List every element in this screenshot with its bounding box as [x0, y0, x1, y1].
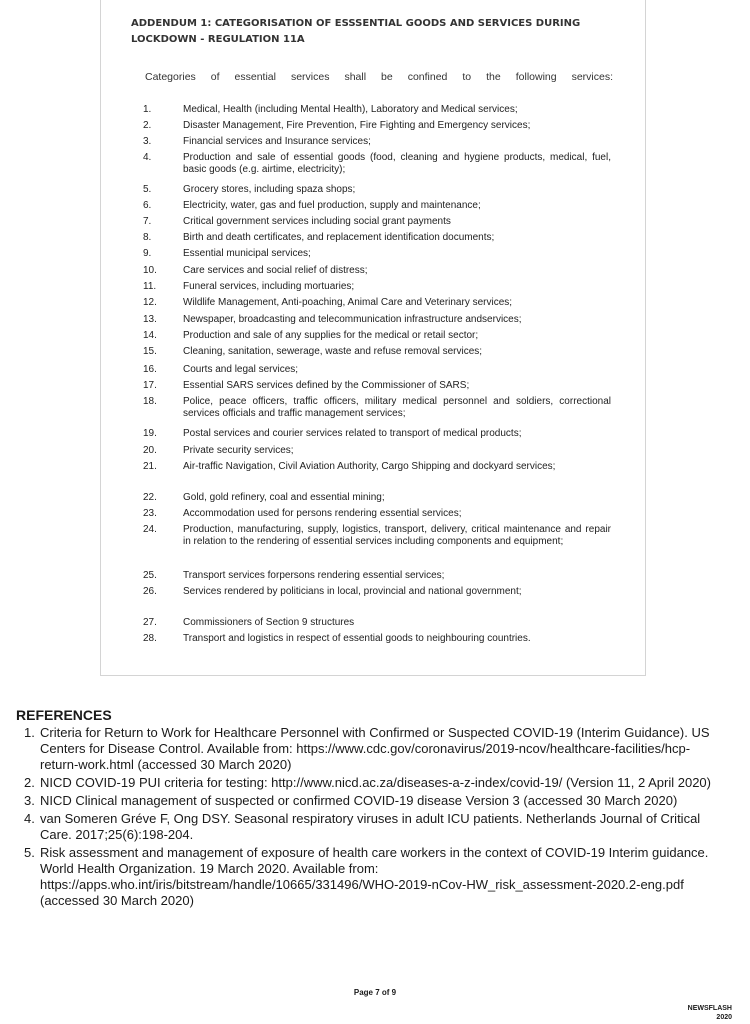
service-text: Gold, gold refinery, coal and essential mining;	[183, 492, 385, 503]
service-text: Essential municipal services;	[183, 248, 311, 259]
reference-text: van Someren Gréve F, Ong DSY. Seasonal respiratory viruses in adult ICU patients. Netherlands Journal of Critical Care. 2017;25(6):198-204.	[40, 811, 701, 842]
service-text: Production and sale of essential goods (food, cleaning and hygiene products, medical, fuel, basic goods (e.g. airtime, electricity);	[183, 152, 611, 175]
service-text: Production and sale of any supplies for the medical or retail sector;	[183, 330, 479, 341]
service-text: Transport services forpersons rendering essential services;	[183, 570, 445, 581]
service-text: Courts and legal services;	[183, 364, 299, 375]
service-text: Transport and logistics in respect of essential goods to neighbouring countries.	[183, 633, 531, 644]
service-number: 2.	[143, 120, 152, 131]
reference-number: 1.	[24, 725, 35, 740]
service-text: Electricity, water, gas and fuel production, supply and maintenance;	[183, 200, 481, 211]
service-number: 27.	[143, 617, 157, 628]
service-text: Private security services;	[183, 445, 294, 456]
service-number: 22.	[143, 492, 157, 503]
addendum-title: ADDENDUM 1: CATEGORISATION OF ESSSENTIAL GOODS AND SERVICES DURING LOCKDOWN - REGULATION 11A	[131, 18, 581, 45]
service-number: 18.	[143, 396, 157, 407]
service-number: 6.	[143, 200, 152, 211]
reference-item	[16, 775, 716, 791]
service-number: 19.	[143, 428, 157, 439]
service-text: Funeral services, including mortuaries;	[183, 281, 355, 292]
page-number: Page 7 of 9	[353, 988, 397, 997]
reference-item	[16, 811, 716, 843]
service-number: 25.	[143, 570, 157, 581]
reference-number: 4.	[24, 811, 35, 826]
service-number: 28.	[143, 633, 157, 644]
service-number: 16.	[143, 364, 157, 375]
newsflash-year: 2020	[716, 1014, 732, 1021]
service-number: 24.	[143, 524, 157, 535]
service-text: Grocery stores, including spaza shops;	[183, 184, 356, 195]
service-number: 21.	[143, 461, 157, 472]
service-number: 15.	[143, 346, 157, 357]
reference-number: 3.	[24, 793, 35, 808]
service-text: Medical, Health (including Mental Health), Laboratory and Medical services;	[183, 104, 518, 115]
reference-item	[16, 725, 716, 773]
service-number: 13.	[143, 314, 157, 325]
service-text: Cleaning, sanitation, sewerage, waste and refuse removal services;	[183, 346, 483, 357]
reference-item	[16, 845, 716, 909]
service-text: Birth and death certificates, and replacement identification documents;	[183, 232, 495, 243]
service-number: 20.	[143, 445, 157, 456]
service-text: Disaster Management, Fire Prevention, Fire Fighting and Emergency services;	[183, 120, 531, 131]
service-number: 14.	[143, 330, 157, 341]
service-number: 17.	[143, 380, 157, 391]
service-number: 8.	[143, 232, 152, 243]
service-text: Services rendered by politicians in local, provincial and national government;	[183, 586, 522, 597]
service-number: 11.	[143, 281, 157, 292]
newsflash-label: NEWSFLASH	[687, 1005, 732, 1012]
service-number: 23.	[143, 508, 157, 519]
references-heading: REFERENCES	[16, 707, 112, 723]
references-list	[16, 725, 716, 909]
service-number: 9.	[143, 248, 152, 259]
service-number: 10.	[143, 265, 157, 276]
service-number: 5.	[143, 184, 152, 195]
addendum-box	[100, 0, 646, 676]
service-number: 1.	[143, 104, 152, 115]
reference-text: NICD Clinical management of suspected or confirmed COVID-19 disease Version 3 (accessed 30 March 2020)	[40, 793, 678, 808]
service-text: Air-traffic Navigation, Civil Aviation Authority, Cargo Shipping and dockyard services;	[183, 461, 556, 472]
service-text: Care services and social relief of distress;	[183, 265, 368, 276]
service-text: Financial services and Insurance services;	[183, 136, 371, 147]
service-number: 12.	[143, 297, 157, 308]
service-number: 7.	[143, 216, 152, 227]
service-text: Postal services and courier services related to transport of medical products;	[183, 428, 522, 439]
service-text: Newspaper, broadcasting and telecommunication infrastructure andservices;	[183, 314, 522, 325]
service-text: Critical government services including social grant payments	[183, 216, 451, 227]
reference-number: 5.	[24, 845, 35, 860]
service-text: Wildlife Management, Anti-poaching, Animal Care and Veterinary services;	[183, 297, 513, 308]
reference-text: Criteria for Return to Work for Healthcare Personnel with Confirmed or Suspected COVID-19 (Interim Guidance). US Centers for Disease Control. Available from: https://www.cdc.gov/coronavirus/2019-ncov/healthcare-facilities/hcp-return-work.html (accessed 30 March 2020)	[40, 725, 710, 772]
service-text: Police, peace officers, traffic officers, military medical personnel and soldiers, correctional services officials and traffic management services;	[183, 396, 611, 419]
service-text: Essential SARS services defined by the Commissioner of SARS;	[183, 380, 470, 391]
references-section	[16, 706, 716, 911]
reference-text: Risk assessment and management of exposure of health care workers in the context of COVID-19 Interim guidance. World Health Organization. 19 March 2020. Available from: https://apps.who.int/iris/bitstream/handle/10665/331496/WHO-2019-nCov-HW_risk_assessment-2020.2-eng.pdf (accessed 30 March 2020)	[40, 845, 709, 908]
service-number: 4.	[143, 152, 152, 163]
service-text: Production, manufacturing, supply, logistics, transport, delivery, critical maintenance and repair in relation to the rendering of essential services including components and equipment;	[183, 524, 611, 547]
service-number: 26.	[143, 586, 157, 597]
addendum-intro: Categories of essential services shall be confined to the following services:	[145, 71, 613, 83]
reference-text: NICD COVID-19 PUI criteria for testing: http://www.nicd.ac.za/diseases-a-z-index/covid-19/ (Version 11, 2 April 2020)	[40, 775, 711, 790]
service-text: Accommodation used for persons rendering essential services;	[183, 508, 462, 519]
reference-number: 2.	[24, 775, 35, 790]
service-number: 3.	[143, 136, 152, 147]
reference-item	[16, 793, 716, 809]
newsflash-mark	[688, 1004, 732, 1022]
service-text: Commissioners of Section 9 structures	[183, 617, 355, 628]
